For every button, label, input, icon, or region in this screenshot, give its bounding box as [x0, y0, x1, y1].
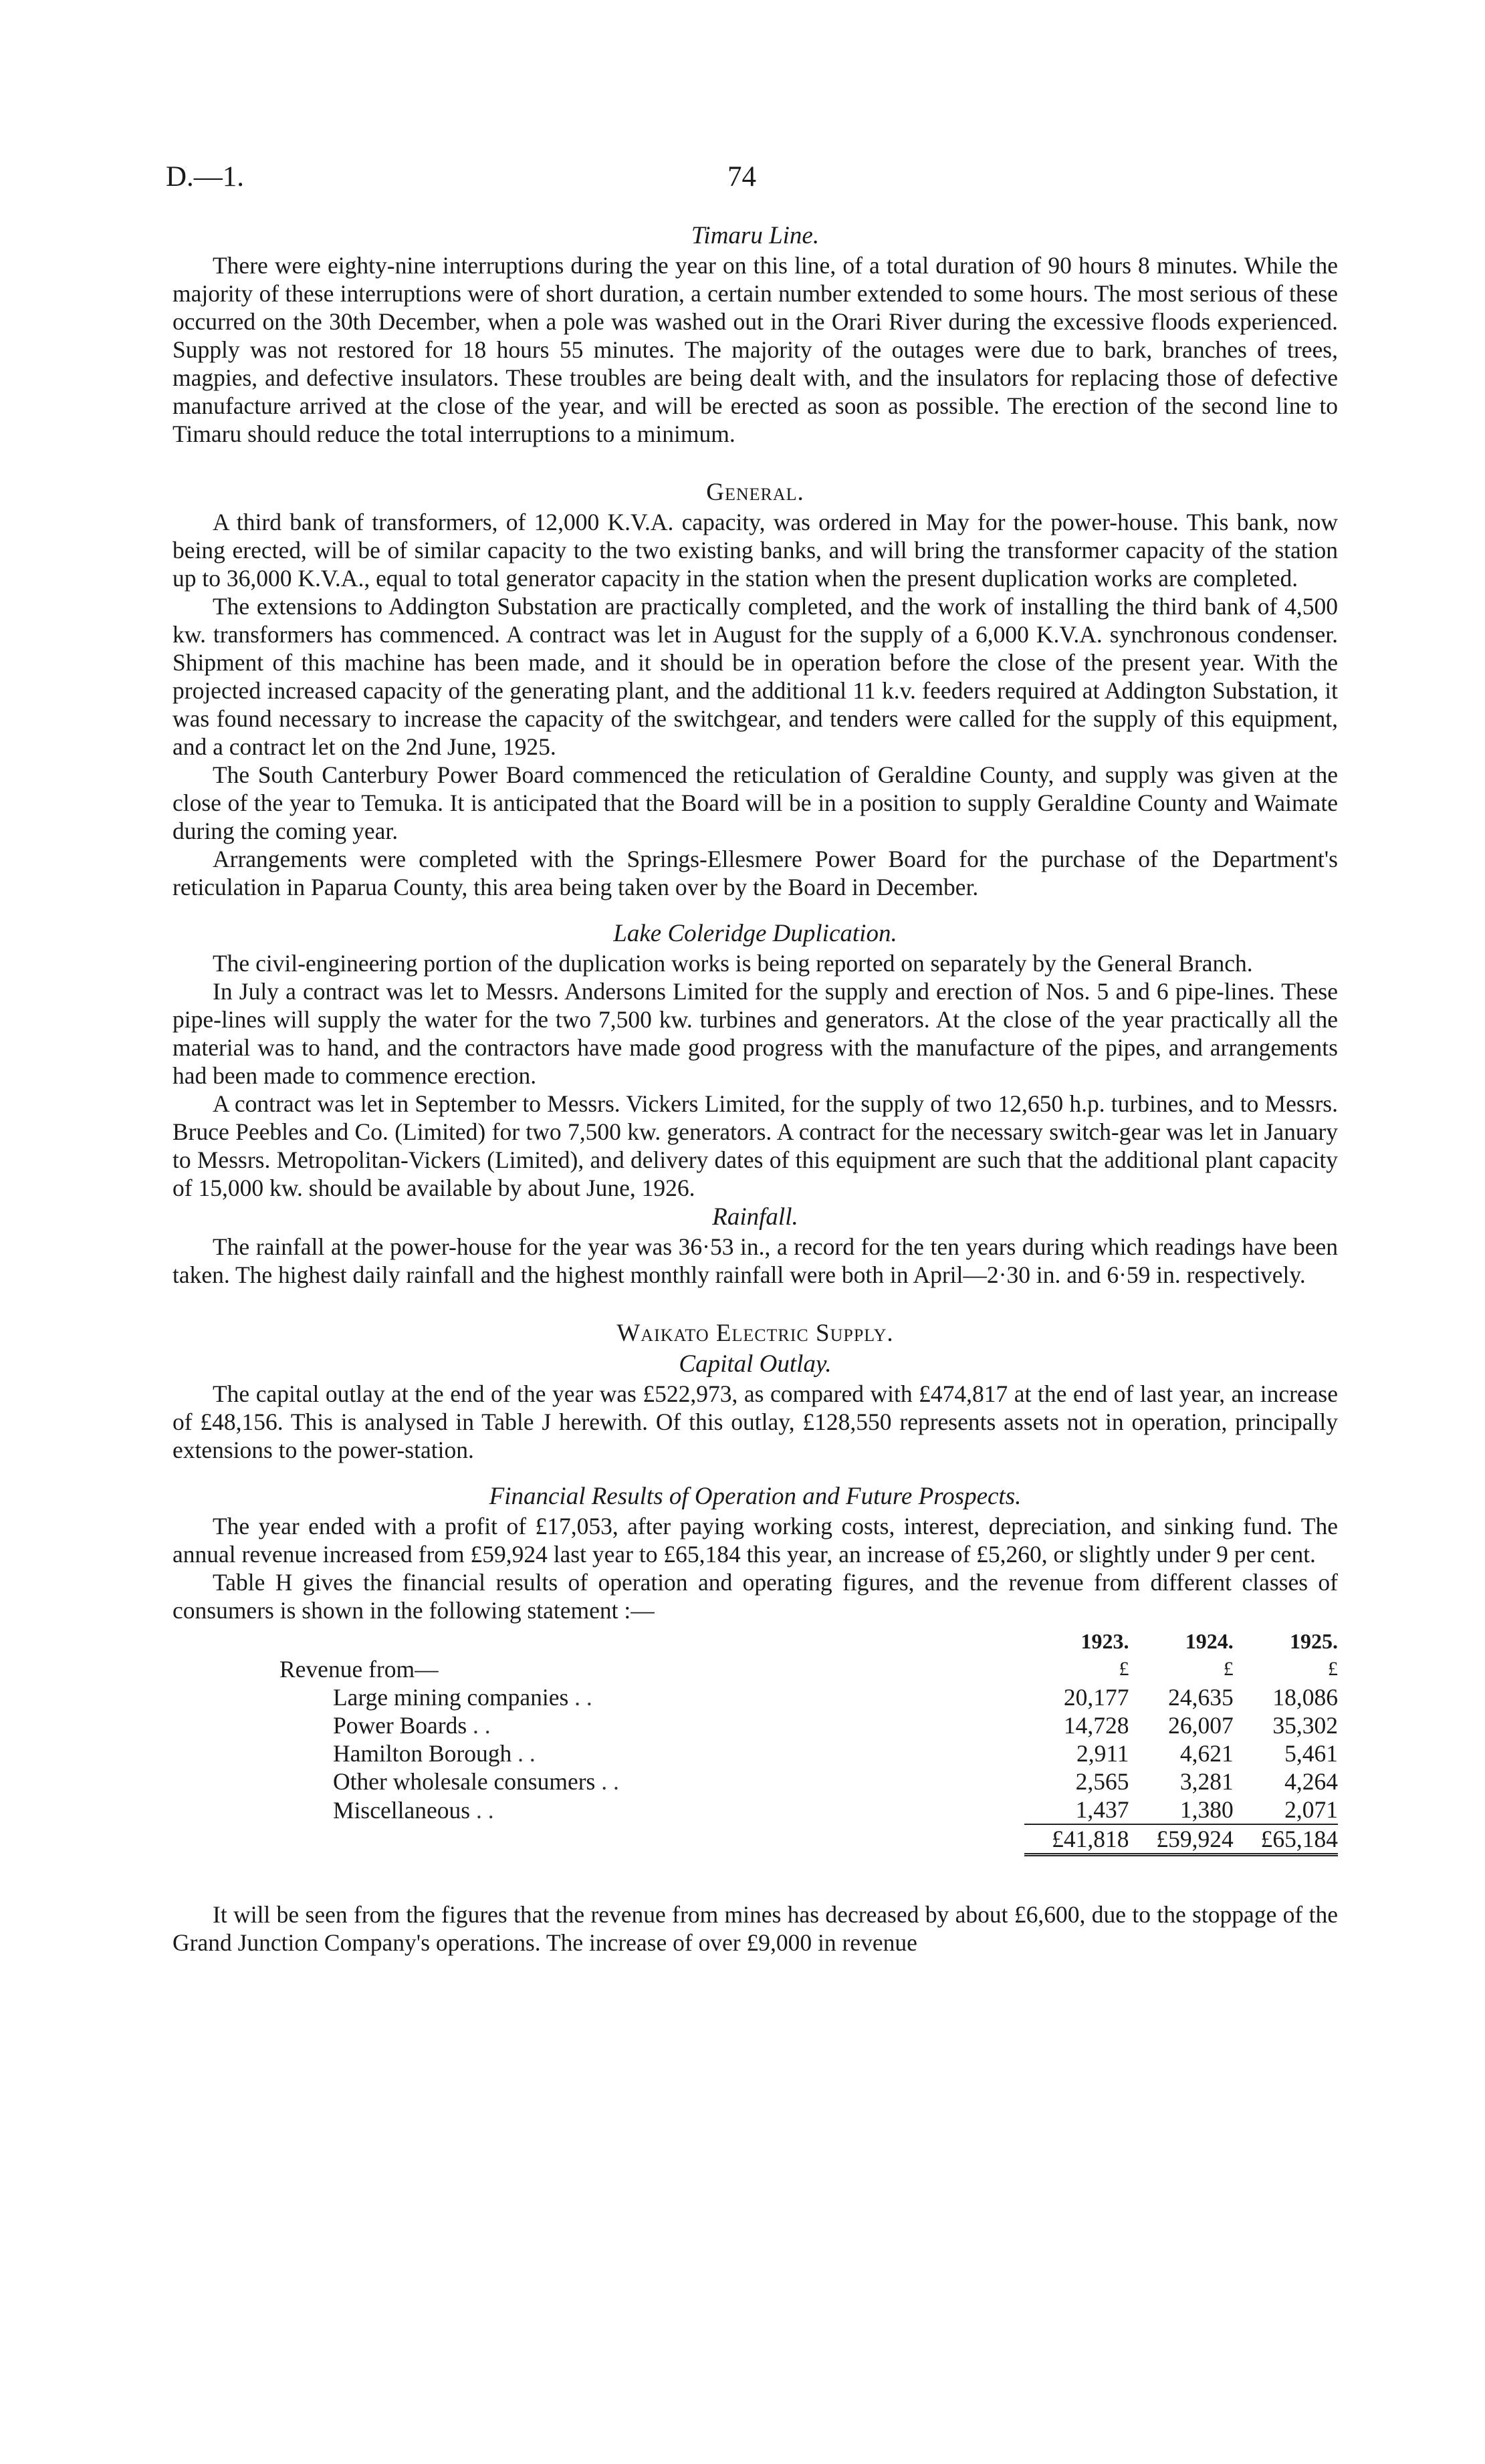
total-cell: £59,924 [1129, 1824, 1234, 1855]
total-cell: £65,184 [1234, 1824, 1338, 1855]
currency-symbol: £ [1119, 1658, 1129, 1680]
year-header: 1924. [1185, 1629, 1234, 1653]
double-rule-row [279, 1855, 1338, 1883]
table-cell: 35,302 [1272, 1712, 1338, 1739]
revenue-table-caption-row [279, 1655, 1338, 1683]
paragraph: The capital outlay at the end of the year was £522,973, as compared with £474,817 at the end of last year, an increase of £48,156. This is analysed in Table J herewith. Of this outlay, £128,550 represents assets not in operation, principally extensions to the power-station. [173, 1380, 1338, 1463]
row-label: Miscellaneous [333, 1796, 471, 1824]
section-heading-rainfall: Rainfall. [712, 1203, 798, 1231]
table-cell: 24,635 [1168, 1684, 1234, 1711]
table-row [279, 1796, 1338, 1824]
table-cell: 5,461 [1284, 1740, 1338, 1767]
table-cell: 14,728 [1063, 1712, 1129, 1739]
paragraph: There were eighty-nine interruptions during the year on this line, of a total duration of 90 hours 8 minutes. While the majority of these interruptions were of short duration, a certain number extended to some hours. The most serious of these occurred on the 30th December, when a pole was washed out in the Orari River during the excessive floods experienced. Supply was not restored for 18 hours 55 minutes. The majority of the outages were due to bark, branches of trees, magpies, and defective insulators. These troubles are being dealt with, and the insulators for replacing those of defective manufacture arrived at the close of the year, and will be erected as soon as possible. The erection of the second line to Timaru should reduce the total interruptions to a minimum. [173, 252, 1338, 447]
paragraph: A contract was let in September to Messrs. Vickers Limited, for the supply of two 12,650 h.p. turbines, and to Messrs. Bruce Peebles and Co. (Limited) for two 7,500 kw. generators. A contract for the necessary switch-gear was let in January to Messrs. Metropolitan-Vickers (Limited), and delivery dates of this equipment are such that the additional plant capacity of 15,000 kw. should be available by about June, 1926. [173, 1090, 1338, 1201]
section-heading-lake-coleridge: Lake Coleridge Duplication. [613, 920, 897, 947]
table-row [279, 1683, 1338, 1711]
subheading-capital-outlay: Capital Outlay. [679, 1350, 832, 1378]
row-label: Large mining companies [333, 1684, 569, 1711]
paragraph: The civil-engineering portion of the duplication works is being reported on separately by the General Branch. [213, 950, 1253, 977]
dot-leader: . . [601, 1768, 619, 1795]
dot-leader: . . [574, 1684, 592, 1711]
revenue-table-header [279, 1627, 1338, 1655]
dot-leader: . . [475, 1796, 494, 1824]
row-label: Hamilton Borough [333, 1740, 512, 1767]
total-cell: £41,818 [1024, 1824, 1129, 1855]
table-cell: 1,380 [1179, 1796, 1234, 1823]
totals-row [279, 1824, 1338, 1855]
section-heading-general: General. [706, 479, 804, 506]
year-header: 1923. [1080, 1629, 1129, 1653]
year-header: 1925. [1290, 1629, 1338, 1653]
subheading-financial-results: Financial Results of Operation and Future Prospects. [489, 1483, 1022, 1510]
paragraph: The rainfall at the power-house for the year was 36·53 in., a record for the ten years during which readings have been taken. The highest daily rainfall and the highest monthly rainfall were both in April—2·30 in. and 6·59 in. respectively. [173, 1233, 1338, 1288]
table-cell: 20,177 [1063, 1684, 1129, 1711]
page-id: D.—1. [166, 161, 245, 193]
page-number: 74 [727, 161, 756, 193]
table-cell: 2,911 [1076, 1740, 1129, 1767]
page-body [173, 221, 1338, 1957]
revenue-table [279, 1627, 1338, 1883]
section-heading-timaru: Timaru Line. [691, 222, 820, 249]
table-cell: 2,565 [1075, 1768, 1129, 1795]
table-cell: 4,264 [1284, 1768, 1338, 1795]
currency-symbol: £ [1328, 1658, 1338, 1680]
table-row [279, 1739, 1338, 1767]
paragraph: Arrangements were completed with the Springs-Ellesmere Power Board for the purchase of the Department's reticulation in Paparua County, this area being taken over by the Board in December. [173, 846, 1338, 900]
table-row [279, 1767, 1338, 1796]
section-heading-waikato: Waikato Electric Supply. [616, 1320, 894, 1347]
currency-symbol: £ [1223, 1658, 1234, 1680]
table-row [279, 1711, 1338, 1739]
double-rule [1234, 1855, 1338, 1883]
double-rule [1129, 1855, 1234, 1883]
table-cell: 4,621 [1179, 1740, 1234, 1767]
paragraph: The extensions to Addington Substation are practically completed, and the work of installing the third bank of 4,500 kw. transformers has commenced. A contract was let in August for the supply of a 6,000 K.V.A. synchronous condenser. Shipment of this machine has been made, and it should be in operation before the close of the present year. With the projected increased capacity of the generating plant, and the additional 11 k.v. feeders required at Addington Substation, it was found necessary to increase the capacity of the switchgear, and tenders were called for the supply of this equipment, and a contract let on the 2nd June, 1925. [173, 593, 1338, 760]
paragraph: Table H gives the financial results of operation and operating figures, and the revenue from different classes of consumers is shown in the following statement :— [173, 1569, 1338, 1624]
table-cell: 3,281 [1179, 1768, 1234, 1795]
paragraph: A third bank of transformers, of 12,000 K.V.A. capacity, was ordered in May for the power-house. This bank, now being erected, will be of similar capacity to the two existing banks, and will bring the transformer capacity of the station up to 36,000 K.V.A., equal to total generator capacity in the station when the present duplication works are completed. [173, 509, 1338, 592]
table-cell: 2,071 [1284, 1796, 1338, 1823]
paragraph: The year ended with a profit of £17,053, after paying working costs, interest, depreciation, and sinking fund. The annual revenue increased from £59,924 last year to £65,184 this year, an increase of £5,260, or slightly under 9 per cent. [173, 1513, 1338, 1568]
dot-leader: . . [518, 1740, 536, 1767]
revenue-caption: Revenue from— [279, 1656, 439, 1683]
row-label: Power Boards [333, 1712, 467, 1739]
page-header [166, 160, 1331, 201]
table-cell: 26,007 [1168, 1712, 1234, 1739]
double-rule [1024, 1855, 1129, 1883]
paragraph: In July a contract was let to Messrs. Andersons Limited for the supply and erection of Nos. 5 and 6 pipe-lines. These pipe-lines will supply the water for the two 7,500 kw. turbines and generators. At the close of the year practically all the material was to hand, and the contractors have made good progress with the manufacture of the pipes, and arrangements had been made to commence erection. [173, 978, 1338, 1089]
paragraph: It will be seen from the figures that the revenue from mines has decreased by about £6,600, due to the stoppage of the Grand Junction Company's operations. The increase of over £9,000 in revenue [173, 1900, 1338, 1956]
table-cell: 18,086 [1272, 1684, 1338, 1711]
row-label: Other wholesale consumers [333, 1768, 596, 1795]
paragraph: The South Canterbury Power Board commenced the reticulation of Geraldine County, and supply was given at the close of the year to Temuka. It is anticipated that the Board will be in a position to supply Geraldine County and Waimate during the coming year. [173, 761, 1338, 844]
dot-leader: . . [473, 1712, 491, 1739]
table-cell: 1,437 [1075, 1796, 1129, 1823]
